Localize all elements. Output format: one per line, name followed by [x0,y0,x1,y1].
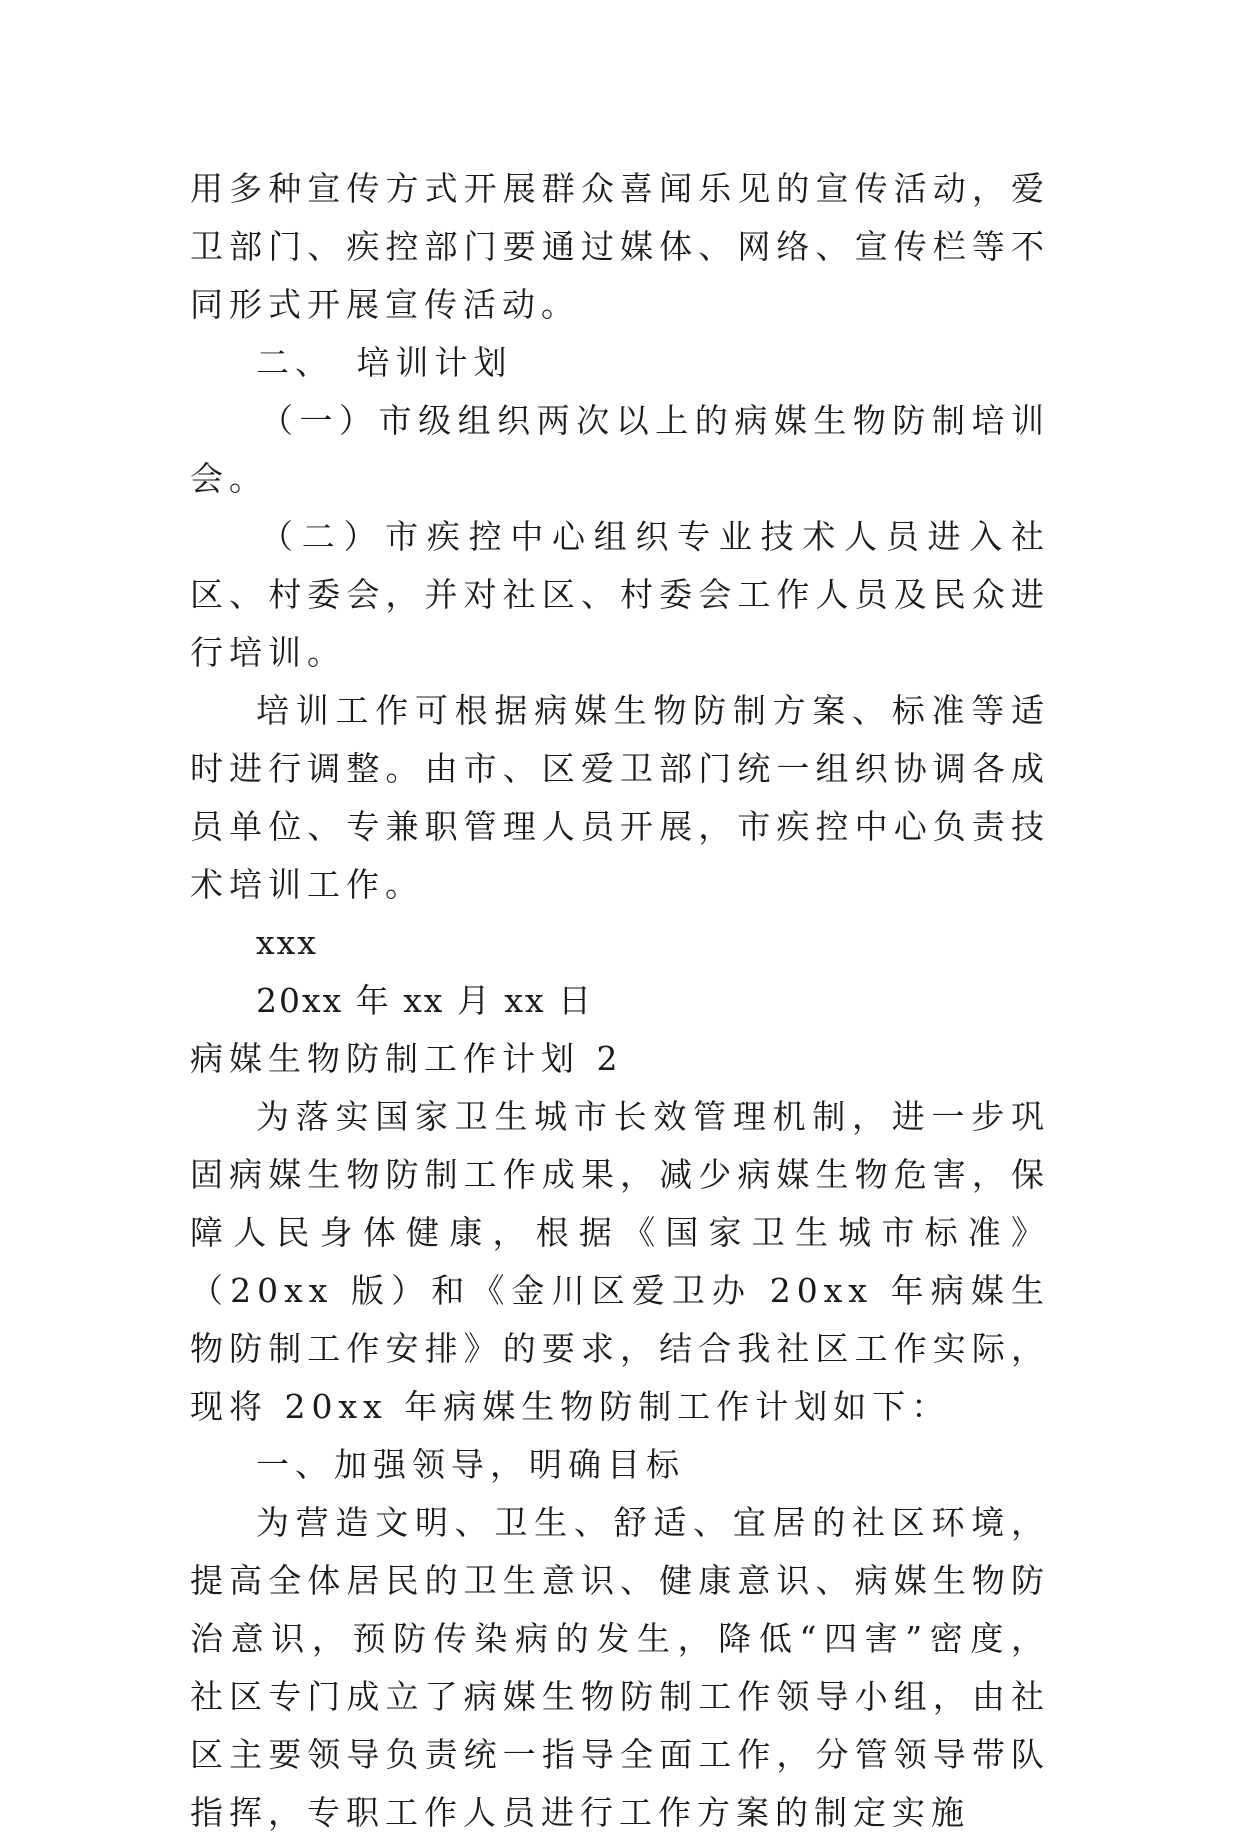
paragraph-publicity-continued: 用多种宣传方式开展群众喜闻乐见的宣传活动，爱卫部门、疾控部门要通过媒体、网络、宣传栏等不同形式开展宣传活动。 [190,169,1050,324]
section-heading-training-plan: 二、 培训计划 [256,343,513,382]
paragraph-introduction: 为落实国家卫生城市长效管理机制，进一步巩固病媒生物防制工作成果，减少病媒生物危害，保障人民身体健康，根据《国家卫生城市标准》（20xx 版）和《金川区爱卫办 20xx 年病媒生物防制工作安排》的要求，结合我社区工作实际，现将 20xx 年病媒生物防制工作计划如下： [190,1097,1050,1426]
signature-date: 20xx 年 xx 月 xx 日 [256,981,594,1020]
paragraph-leadership: 为营造文明、卫生、舒适、宜居的社区环境，提高全体居民的卫生意识、健康意识、病媒生物防治意识，预防传染病的发生，降低“四害”密度，社区专门成立了病媒生物防制工作领导小组，由社区主要领导负责统一指导全面工作，分管领导带队指挥，专职工作人员进行工作方案的制定实施 [190,1503,1050,1832]
list-item-training-2: （二）市疾控中心组织专业技术人员进入社区、村委会，并对社区、村委会工作人员及民众进行培训。 [190,517,1050,672]
document-body [190,160,1050,1842]
signature-name: xxx [256,923,318,962]
list-item-training-1: （一）市级组织两次以上的病媒生物防制培训会。 [190,401,1050,498]
document-title: 病媒生物防制工作计划 2 [190,1039,624,1078]
paragraph-training-adjustment: 培训工作可根据病媒生物防制方案、标准等适时进行调整。由市、区爱卫部门统一组织协调各成员单位、专兼职管理人员开展，市疾控中心负责技术培训工作。 [190,691,1050,904]
section-heading-leadership: 一、加强领导，明确目标 [256,1445,685,1484]
